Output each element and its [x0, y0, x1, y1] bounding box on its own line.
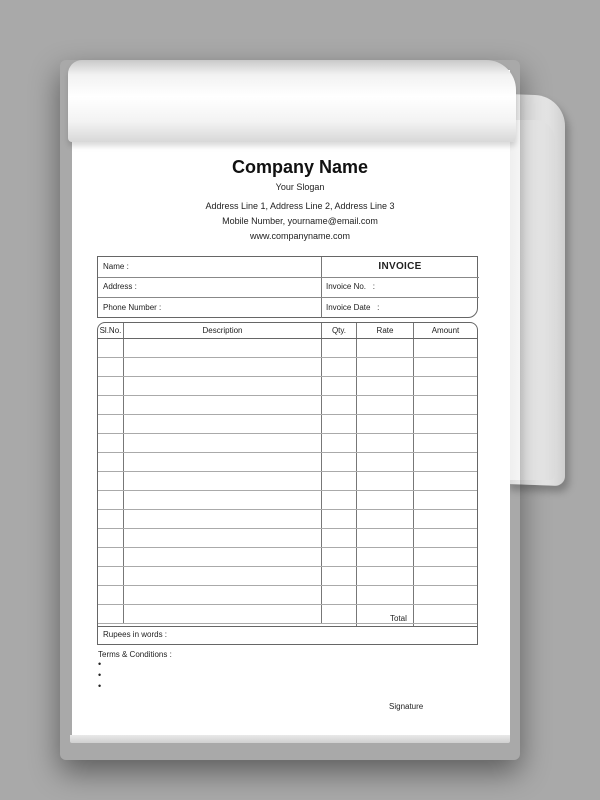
invoice-title: INVOICE: [378, 261, 422, 272]
company-address: Address Line 1, Address Line 2, Address Line 3: [205, 201, 395, 211]
name-label: Name :: [103, 262, 129, 271]
rupees-in-words-box: [97, 626, 478, 645]
company-name: Company Name: [231, 157, 369, 177]
pad-top-binding: [68, 60, 516, 142]
col-header-amount: Amount: [431, 326, 460, 335]
info-row-divider: [98, 297, 479, 298]
col-header-slno: Sl.No.: [99, 326, 122, 335]
col-header-description: Description: [202, 326, 243, 335]
table-row-line: [98, 471, 477, 472]
col-header-rate: Rate: [376, 326, 394, 335]
table-row-line: [98, 604, 477, 605]
table-row-line: [98, 547, 477, 548]
column-divider: [356, 323, 357, 626]
column-divider: [123, 323, 124, 623]
signature-label: Signature: [389, 702, 424, 711]
terms-bullet: •: [98, 670, 102, 680]
rupees-in-words-label: Rupees in words :: [103, 630, 168, 639]
col-header-qty: Qty.: [331, 326, 347, 335]
paper-stack-edge: [70, 735, 510, 743]
address-label: Address :: [103, 282, 137, 291]
company-contact: Mobile Number, yourname@email.com: [222, 216, 378, 226]
terms-label: Terms & Conditions :: [98, 650, 172, 659]
table-row-line: [98, 338, 477, 339]
table-row-line: [98, 433, 477, 434]
terms-bullet: •: [98, 681, 102, 691]
invoice-date-label: Invoice Date :: [326, 303, 380, 312]
table-row-line: [98, 585, 477, 586]
company-website: www.companyname.com: [249, 231, 351, 241]
table-row-line: [98, 395, 477, 396]
table-row-line: [98, 509, 477, 510]
customer-info-box: [97, 256, 478, 318]
total-label: Total: [390, 614, 407, 623]
table-row-line: [98, 376, 477, 377]
column-divider: [321, 323, 322, 623]
items-table: [97, 322, 478, 627]
table-row-line: [98, 357, 477, 358]
invoice-no-label: Invoice No. :: [326, 282, 375, 291]
table-row-line: [98, 566, 477, 567]
table-row-line: [98, 528, 477, 529]
terms-bullet: •: [98, 659, 102, 669]
table-row-line: [98, 490, 477, 491]
table-row-line: [98, 414, 477, 415]
table-row-line: [98, 623, 477, 624]
column-divider: [413, 323, 414, 626]
info-row-divider: [98, 277, 479, 278]
phone-label: Phone Number :: [103, 303, 162, 312]
table-row-line: [98, 452, 477, 453]
company-slogan: Your Slogan: [275, 182, 325, 192]
